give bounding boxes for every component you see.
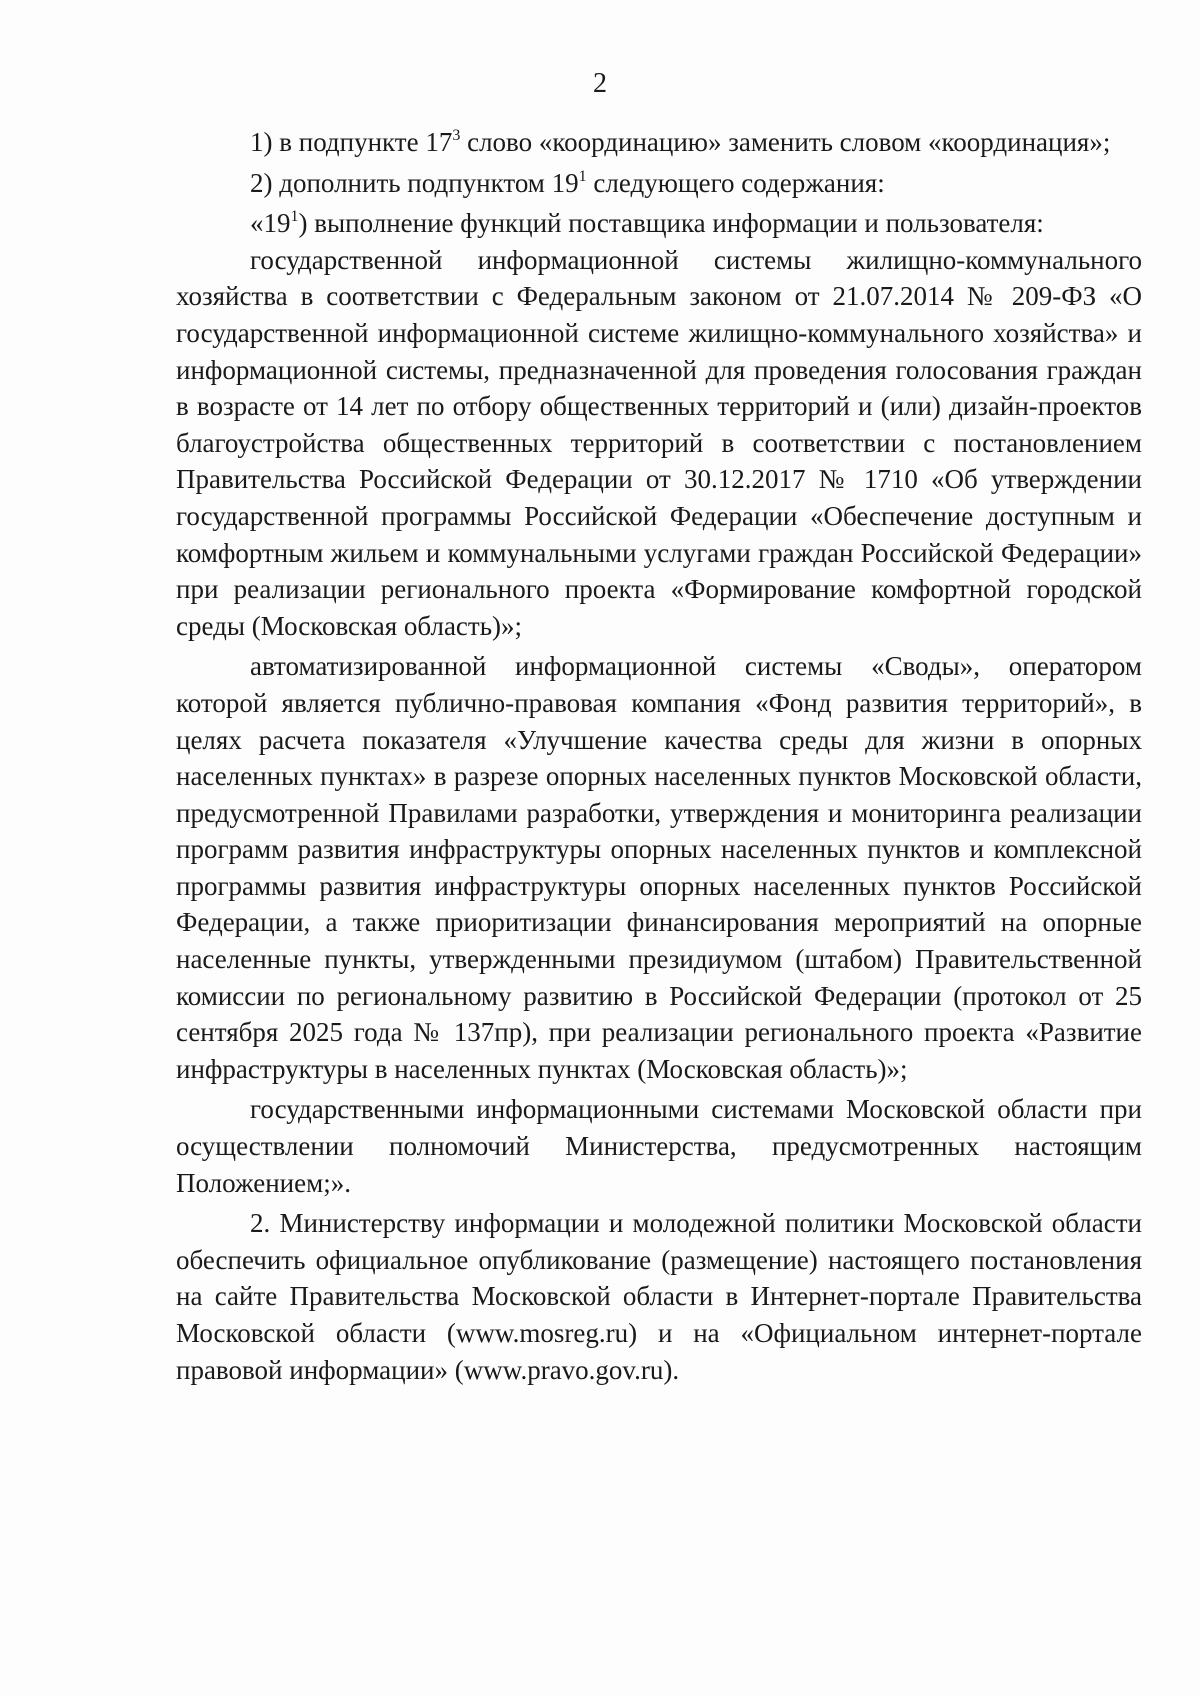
item-1-text: 1) в подпункте 17 [250, 127, 453, 157]
svody-paragraph: автоматизированной информационной системы «Своды», оператором которой является публично-правовая компания «Фонд развития территорий», в целях расчета показателя «Улучшение качества среды для жизни в опорных населенных пунктах» в разрезе опорных населенных пунктов Московской области, предусмотренной Правилами разработки, утверждения и мониторинга реализации программ развития инфраструктуры опорных населенных пунктов и комплексной программы развития инфраструктуры опорных населенных пунктов Российской Федерации, а также приоритизации финансирования мероприятий на опорные населенные пункты, утвержденными президиумом (штабом) Правительственной комиссии по региональному развитию в Российской Федерации (протокол от 25 сентября 2025 года № 137пр), при реализации регионального проекта «Развитие инфраструктуры в населенных пунктах (Московская область)»; [176, 651, 1142, 1084]
item-1-rest: слово «координацию» заменить словом «координация»; [460, 127, 1111, 157]
item-1-paragraph [176, 124, 1142, 161]
gis-mo-paragraph: государственными информационными системами Московской области при осуществлении полномочий Министерства, предусмотренных настоящим Положением;». [176, 1094, 1142, 1198]
page-number: 2 [593, 68, 607, 99]
item-1-superscript: 3 [452, 127, 461, 144]
item-2-superscript: 1 [578, 167, 587, 185]
item-3-superscript: 1 [290, 208, 299, 226]
item-3-rest: ) выполнение функций поставщика информации и пользователя: [298, 208, 1044, 239]
point-2-paragraph: 2. Министерству информации и молодежной политики Московской области обеспечить официальное опубликование (размещение) настоящего постановления на сайте Правительства Московской области в Интернет-портале Правительства Московской области (www.mosreg.ru) и на «Официальном интернет-портале правовой информации» (www.pravo.gov.ru). [176, 1208, 1142, 1385]
gis-paragraph: государственной информационной системы жилищно-коммунального хозяйства в соответствии с Федеральным законом от 21.07.2014 № 209-ФЗ «О государственной информационной системе жилищно-коммунального хозяйства» и информационной системы, предназначенной для проведения голосования граждан в возрасте от 14 лет по отбору общественных территорий и (или) дизайн-проектов благоустройства общественных территорий в соответствии с постановлением Правительства Российской Федерации от 30.12.2017 № 1710 «Об утверждении государственной программы Российской Федерации «Обеспечение доступным и комфортным жильем и коммунальными услугами граждан Российской Федерации» при реализации регионального проекта «Формирование комфортной городской среды (Московская область)»; [176, 244, 1142, 641]
item-2-rest: следующего содержания: [586, 167, 885, 198]
item-3-text: «19 [250, 208, 291, 239]
item-3-paragraph [176, 205, 1142, 242]
item-2-paragraph [176, 165, 1142, 202]
document-body [176, 124, 1142, 1388]
item-2-text: 2) дополнить подпунктом 19 [250, 167, 579, 198]
